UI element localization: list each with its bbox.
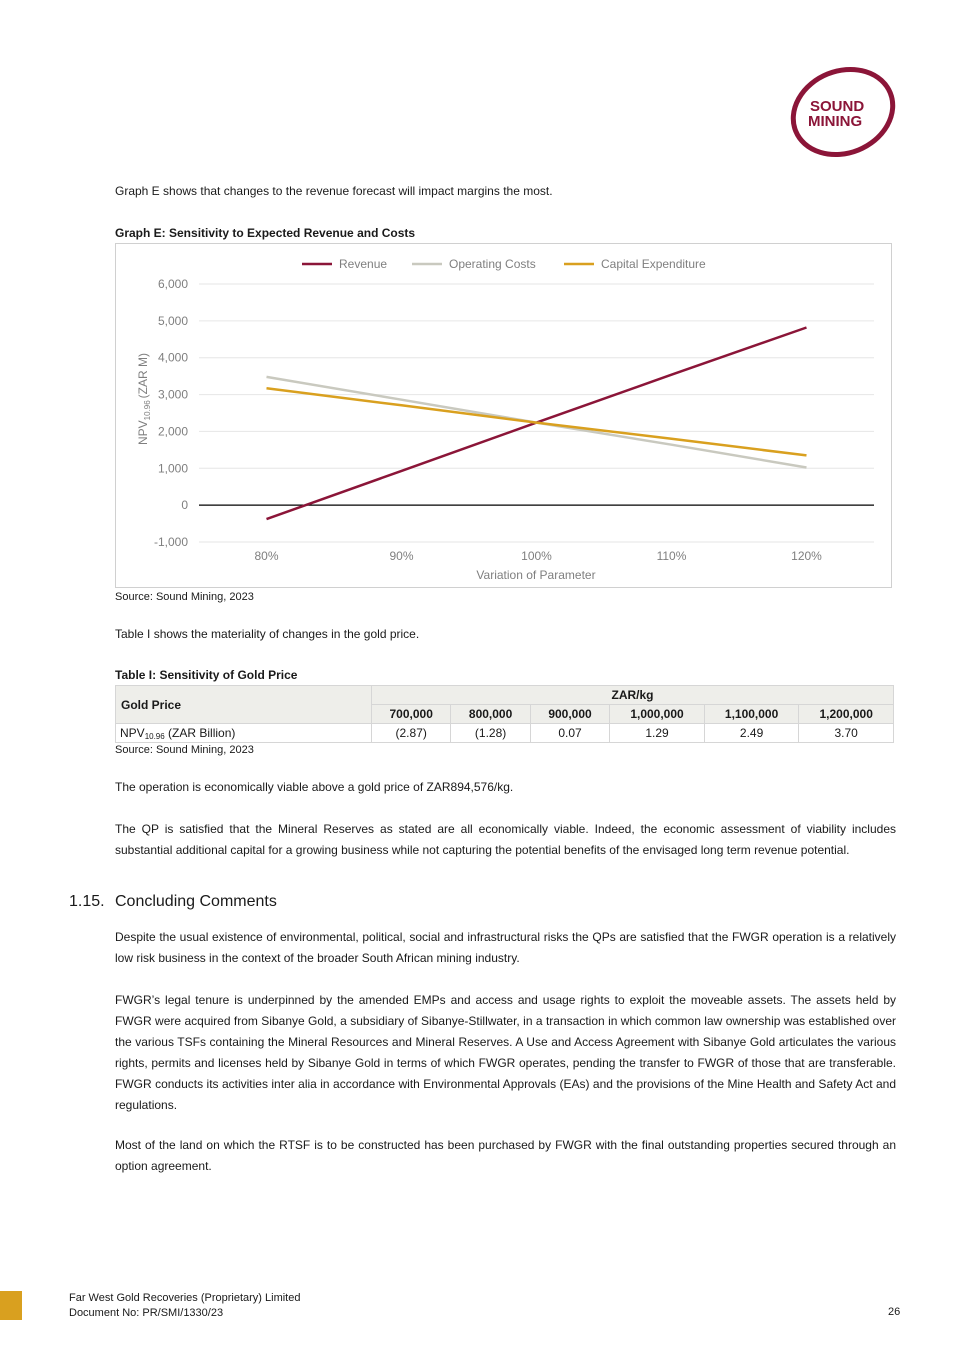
tenure-text: FWGR’s legal tenure is underpinned by the amended EMPs and access and usage rights to exploit the moveable assets. The assets held by FWGR were acquired from Sibanye Gold, a subsidiary of Sibanye-Stillwater, in a transaction in which common law ownership was established over the various TSFs containing the Mineral Resources and Mineral Reserves. A Use and Access Agreement with Sibanye Gold articulates the various rights, permits and licenses held by Sibanye Gold in terms of which FWGR operates, pending the transfer to FWGR of those that are transferable. FWGR conducts its activities inter alia in accordance with Environmental Approvals (EAs) and the provisions of the Mine Health and Safety Act and regulations.: [115, 993, 896, 1112]
npv-label-sub: 10.96: [144, 731, 165, 741]
price-column-1: 800,000: [451, 705, 530, 724]
logo-text-mining: MINING: [808, 113, 863, 130]
logo-text-sound: SOUND: [810, 98, 865, 115]
y-axis-label-sub: 10.96: [143, 400, 152, 421]
y-axis-label: [136, 353, 152, 445]
chart-gridlines: [199, 284, 874, 542]
section-title: Concluding Comments: [115, 893, 277, 910]
x-tick-label-4: 120%: [791, 549, 822, 563]
y-axis-label-unit: (ZAR M): [136, 352, 150, 399]
x-tick-label-1: 90%: [389, 549, 414, 563]
zar-kg-header: ZAR/kg: [372, 686, 894, 705]
x-axis-label: Variation of Parameter: [476, 568, 596, 582]
y-tick-label-1: 0: [181, 498, 188, 513]
npv-row-label: [116, 724, 372, 743]
table-intro: Table I shows the materiality of changes in the gold price.: [115, 627, 420, 641]
y-tick-label-3: 2,000: [157, 424, 188, 439]
price-column-2: 900,000: [530, 705, 609, 724]
npv-row: [116, 724, 894, 743]
viability-text: The operation is economically viable above a gold price of ZAR894,576/kg.: [115, 780, 514, 794]
chart-container: [115, 243, 892, 588]
land-text: Most of the land on which the RTSF is to be constructed has been purchased by FWGR with the final outstanding properties secured through an option agreement.: [115, 1138, 896, 1173]
npv-value-4: 2.49: [704, 724, 799, 743]
legend-label-2: Capital Expenditure: [601, 257, 706, 271]
chart-series: [266, 327, 806, 519]
price-column-3: 1,000,000: [610, 705, 705, 724]
sensitivity-chart: [116, 244, 891, 587]
x-tick-label-3: 110%: [656, 549, 687, 563]
section-heading: [69, 893, 277, 911]
x-tick-label-0: 80%: [254, 549, 279, 563]
y-tick-label-4: 3,000: [157, 387, 188, 402]
sound-mining-logo: [786, 66, 898, 158]
y-tick-label-5: 4,000: [157, 350, 188, 365]
x-axis-ticks: [254, 549, 822, 563]
y-axis-ticks: [154, 277, 188, 549]
npv-value-5: 3.70: [799, 724, 894, 743]
y-axis-label-main: NPV: [136, 420, 150, 446]
series-line-capital-expenditure: [267, 388, 807, 455]
footer-accent-bar: [0, 1291, 22, 1320]
x-tick-label-2: 100%: [521, 549, 552, 563]
table-source: Source: Sound Mining, 2023: [115, 744, 254, 756]
legend-label-0: Revenue: [339, 257, 388, 271]
footer-company: Far West Gold Recoveries (Proprietary) Limited: [69, 1292, 301, 1304]
npv-value-2: 0.07: [530, 724, 609, 743]
npv-label-main: NPV: [120, 725, 145, 740]
price-column-5: 1,200,000: [799, 705, 894, 724]
qp-text: The QP is satisfied that the Mineral Reserves as stated are all economically viable. Indeed, the economic assessment of viability includes substantial additional capital for a growing business while not capturing the potential benefits of the envisaged long term revenue potential.: [115, 822, 896, 857]
table-header-row: [116, 686, 894, 705]
footer: [69, 1291, 300, 1321]
graph-caption: Graph E: Sensitivity to Expected Revenue and Costs: [115, 226, 416, 240]
chart-legend: [302, 257, 706, 271]
table-caption: Table I: Sensitivity of Gold Price: [115, 668, 298, 682]
price-column-0: 700,000: [372, 705, 451, 724]
npv-label-unit: (ZAR Billion): [164, 725, 236, 740]
legend-label-1: Operating Costs: [449, 257, 536, 271]
npv-value-3: 1.29: [610, 724, 705, 743]
footer-doc-no: Document No: PR/SMI/1330/23: [69, 1307, 224, 1319]
npv-value-0: (2.87): [372, 724, 451, 743]
y-tick-label-6: 5,000: [157, 313, 188, 328]
y-tick-label-0: -1,000: [153, 535, 188, 549]
y-tick-label-7: 6,000: [157, 277, 188, 291]
risks-text: Despite the usual existence of environmental, political, social and infrastructural risks the QPs are satisfied that the FWGR operation is a relatively low risk business in the context of the broader South African mining industry.: [115, 930, 896, 965]
y-tick-label-2: 1,000: [157, 461, 188, 476]
price-column-4: 1,100,000: [704, 705, 799, 724]
intro-text: Graph E shows that changes to the revenue forecast will impact margins the most.: [115, 184, 553, 198]
gold-price-sensitivity-table: [115, 685, 894, 743]
graph-source: Source: Sound Mining, 2023: [115, 591, 254, 603]
npv-value-1: (1.28): [451, 724, 530, 743]
section-number: 1.15.: [69, 893, 105, 910]
gold-price-header: Gold Price: [116, 686, 372, 724]
page-number: 26: [888, 1306, 901, 1318]
